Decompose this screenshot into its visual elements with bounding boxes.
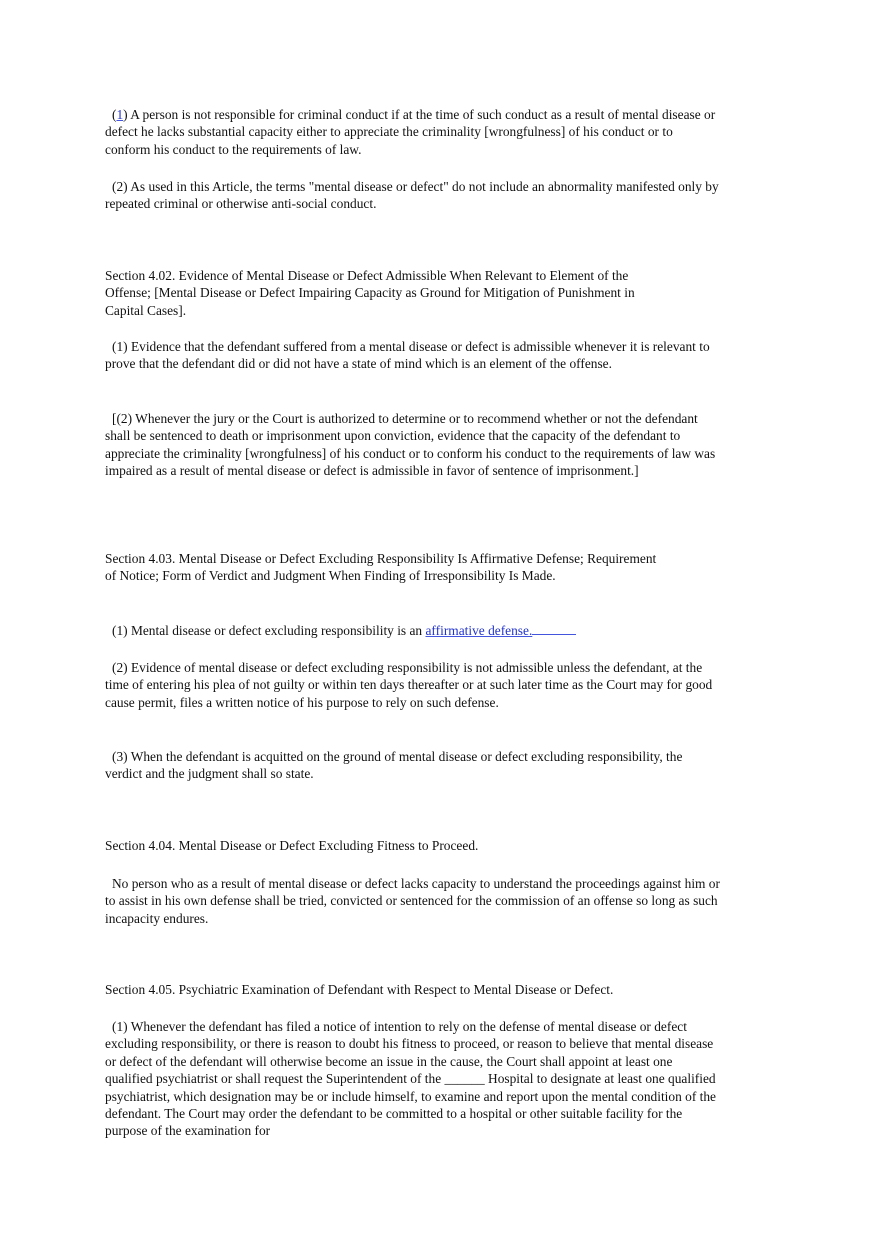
section-4-04-paragraph-1: No person who as a result of mental disease or defect lacks capacity to understand the proceedings against him or to assist in his own defense shall be tried, convicted or sentenced for the commission of an offense so long as such incapacity endures. (105, 876, 720, 926)
affirmative-defense-link[interactable]: affirmative defense. (425, 623, 533, 638)
section-4-04-heading: Section 4.04. Mental Disease or Defect Excluding Fitness to Proceed. (105, 838, 479, 853)
paragraph-prefix: ( (112, 107, 117, 122)
section-4-05-paragraph-1: (1) Whenever the defendant has filed a notice of intention to rely on the defense of mental disease or defect excluding responsibility, or there is reason to doubt his fitness to proceed, or reason to believe that mental disease or defect of the defendant will otherwise become an issue in the cause, the Court shall appoint at least one qualified psychiatrist or shall request the Superintendent of the ______ Hospital to designate at least one qualified psychiatrist, which designation may be or include himself, to examine and report upon the mental condition of the defendant. The Court may order the defendant to be committed to a hospital or other suitable facility for the purpose of the examination for (105, 1019, 716, 1139)
section-4-05-heading: Section 4.05. Psychiatric Examination of Defendant with Respect to Mental Disease or Defect. (105, 982, 614, 997)
paragraph-text: (1) Mental disease or defect excluding responsibility is an (112, 623, 426, 638)
section-4-03-paragraph-2: (2) Evidence of mental disease or defect excluding responsibility is not admissible unless the defendant, at the time of entering his plea of not guilty or within ten days thereafter or at such later time as the Court may for good cause permit, files a written notice of his purpose to rely on such defense. (105, 660, 713, 710)
section-4-02-heading: Section 4.02. Evidence of Mental Disease or Defect Admissible When Relevant to Element of the Offense; [Mental Disease or Defect Impairing Capacity as Ground for Mitigation of Punishment in Capital Cases]. (105, 268, 635, 318)
section-4-03-paragraph-1 (105, 622, 720, 639)
section-4-02-paragraph-1: (1) Evidence that the defendant suffered from a mental disease or defect is admissible whenever it is relevant to prove that the defendant did or did not have a state of mind which is an element of the offense. (105, 339, 710, 372)
section-4-03-paragraph-3: (3) When the defendant is acquitted on the ground of mental disease or defect excluding responsibility, the verdict and the judgment shall so state. (105, 749, 683, 782)
paragraph-text: ) A person is not responsible for criminal conduct if at the time of such conduct as a result of mental disease or defect he lacks substantial capacity either to appreciate the criminality [wrongfulness] of his conduct or to conform his conduct to the requirements of law. (105, 107, 716, 157)
footnote-link-1[interactable]: 1 (116, 107, 124, 122)
section-4-01-paragraph-2: (2) As used in this Article, the terms "mental disease or defect" do not include an abnormality manifested only by repeated criminal or otherwise anti-social conduct. (105, 179, 719, 212)
section-4-03-heading: Section 4.03. Mental Disease or Defect Excluding Responsibility Is Affirmative Defense; Requirement of Notice; Form of Verdict and Judgment When Finding of Irresponsibility Is Made. (105, 551, 657, 584)
link-underline-trail (532, 623, 576, 635)
section-4-01-paragraph-1 (105, 106, 720, 158)
section-4-02-paragraph-2: [(2) Whenever the jury or the Court is authorized to determine or to recommend whether or not the defendant shall be sentenced to death or imprisonment upon conviction, evidence that the capacity of the defendant to appreciate the criminality [wrongfulness] of his conduct or to conform his conduct to the requirements of law was impaired as a result of mental disease or defect is admissible in favor of sentence of imprisonment.] (105, 411, 716, 479)
